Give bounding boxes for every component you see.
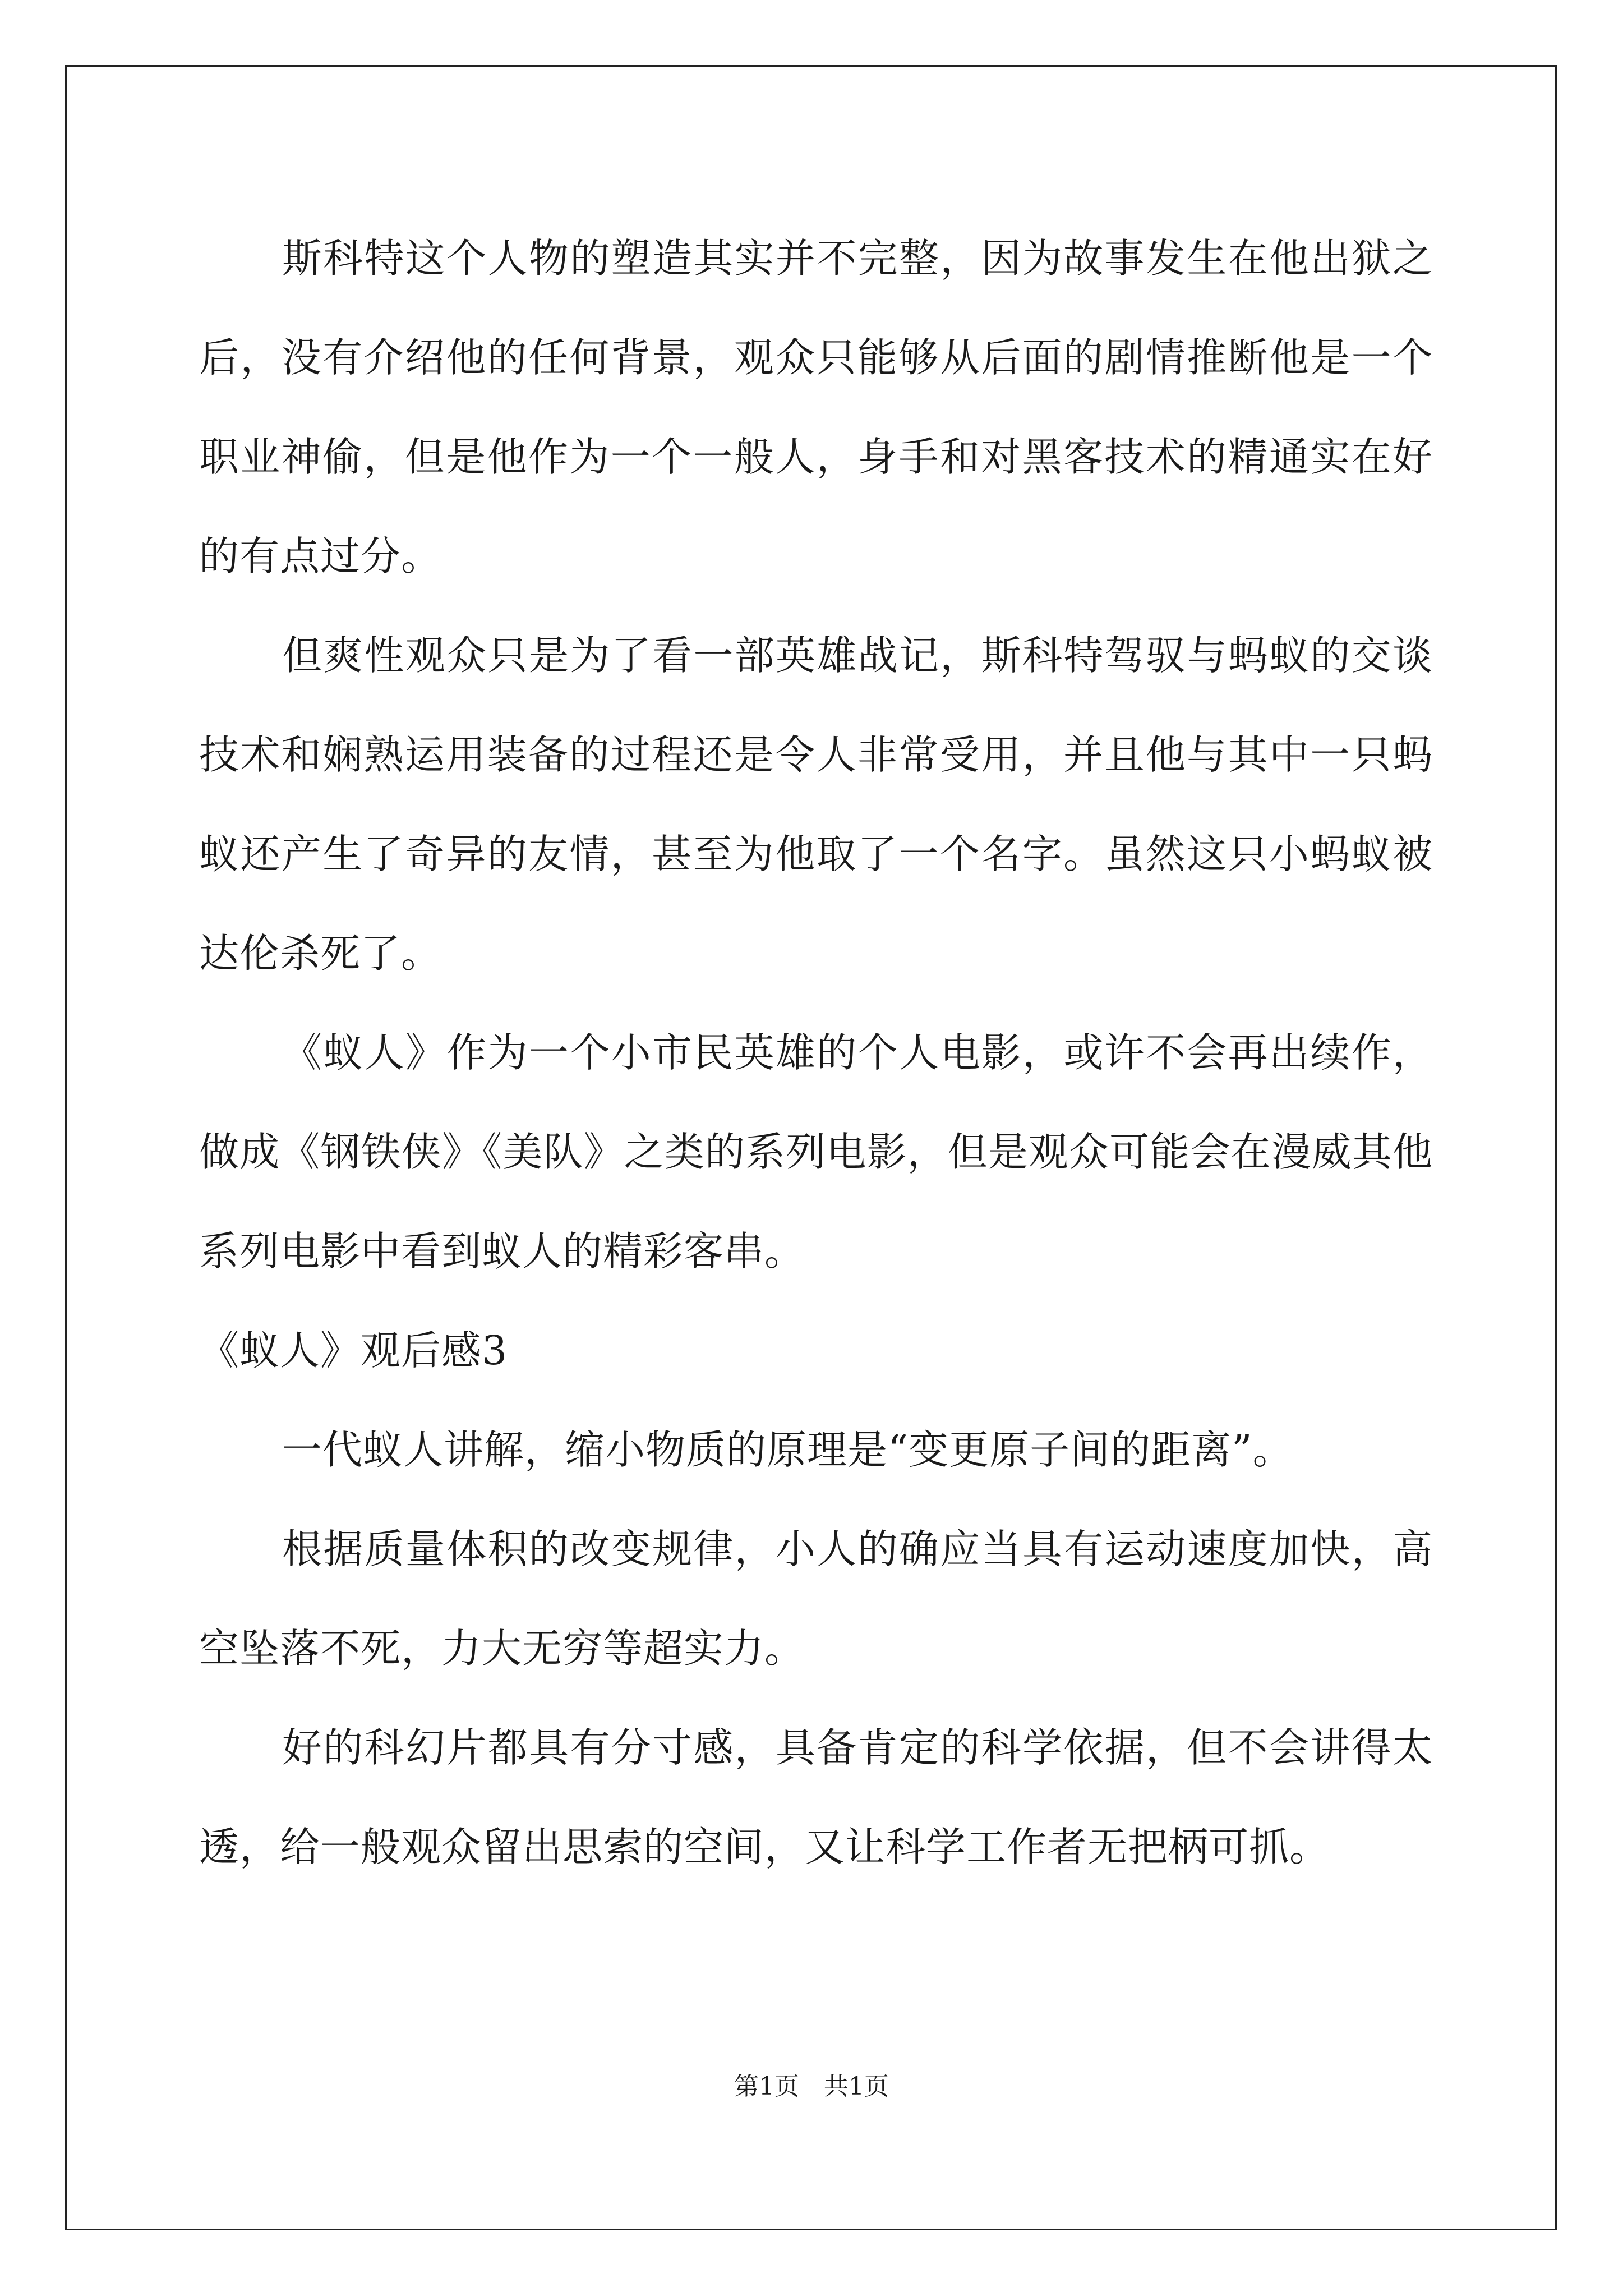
paragraph: 好的科幻片都具有分寸感，具备肯定的科学依据，但不会讲得太透，给一般观众留出思索的空间，又让科学工作者无把柄可抓。 [199, 1724, 1433, 1870]
paragraph: 但爽性观众只是为了看一部英雄战记，斯科特驾驭与蚂蚁的交谈技术和娴熟运用装备的过程还是令人非常受用，并且他与其中一只蚂蚁还产生了奇异的友情，甚至为他取了一个名字。虽然这只小蚂蚁被达伦杀死了。 [199, 632, 1433, 977]
document-body [199, 209, 1433, 1897]
paragraph: 《蚁人》作为一个小市民英雄的个人电影，或许不会再出续作，做成《钢铁侠》《美队》之类的系列电影，但是观众可能会在漫威其他系列电影中看到蚁人的精彩客串。 [199, 1029, 1433, 1274]
section-heading: 《蚁人》观后感3 [199, 1327, 508, 1374]
page-number-footer: 第1页 共1页 [734, 2072, 889, 2101]
paragraph: 根据质量体积的改变规律，小人的确应当具有运动速度加快，高空坠落不死，力大无穷等超实力。 [199, 1526, 1433, 1672]
paragraph: 一代蚁人讲解，缩小物质的原理是“变更原子间的距离”。 [282, 1427, 1293, 1473]
paragraph: 斯科特这个人物的塑造其实并不完整，因为故事发生在他出狱之后，没有介绍他的任何背景，观众只能够从后面的剧情推断他是一个职业神偷，但是他作为一个一般人，身手和对黑客技术的精通实在好的有点过分。 [199, 235, 1433, 579]
